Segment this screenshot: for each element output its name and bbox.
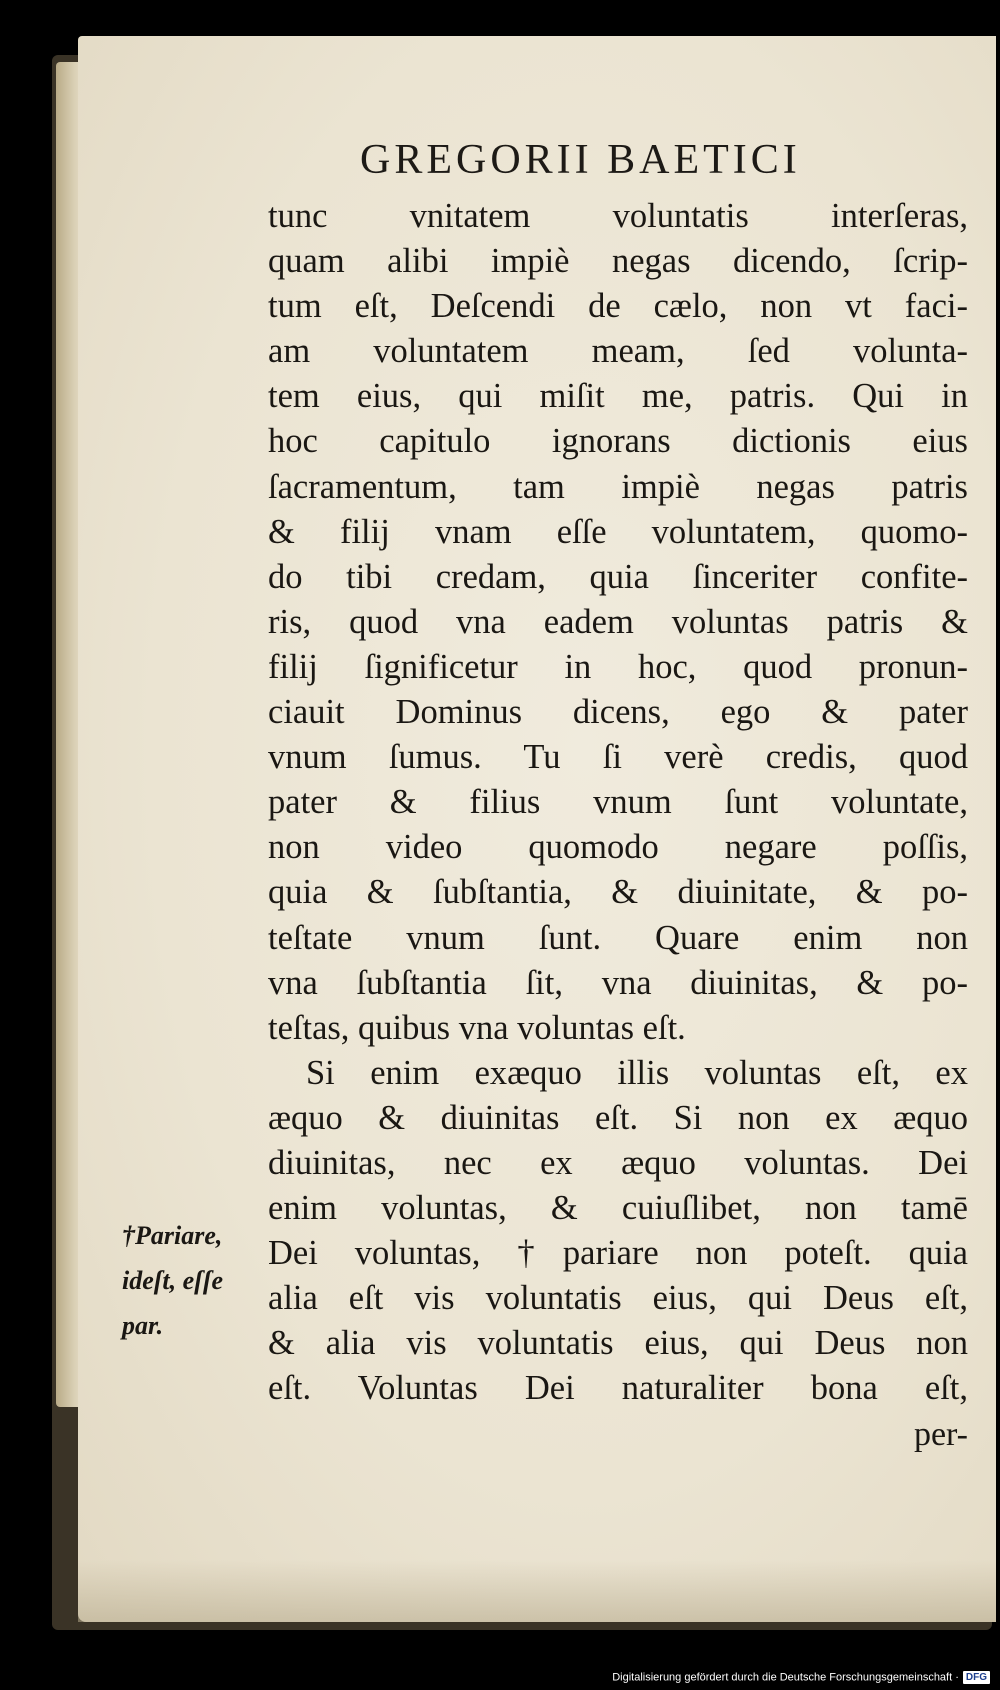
text-line: tum eſt, Deſcendi de cælo, non vt faci- [268,287,968,326]
catchword: per- [913,1415,968,1453]
text-line: æquo & diuinitas eſt. Si non ex æquo [268,1098,968,1137]
text-line: & filij vnam eſſe voluntatem, quomo- [268,512,968,551]
text-line: quia & ſubſtantia, & diuinitate, & po- [268,873,968,912]
text-line: Dei voluntas, †pariare non poteſt. quia [268,1234,968,1273]
text-line-paragraph-end: teſtas, quibus vna voluntas eſt. [268,1008,686,1047]
text-line: tem eius, qui miſit me, patris. Qui in [268,377,968,416]
marginal-note-line: ideſt, eſſe [122,1266,224,1295]
text-line: am voluntatem meam, ſed volunta- [268,332,968,371]
text-line: filij ſignificetur in hoc, quod pronun- [268,647,968,686]
page-bottom-shade [78,1560,996,1622]
marginal-note-line: †Pariare, [122,1221,223,1250]
text-line: alia eſt vis voluntatis eius, qui Deus eſt, [268,1279,968,1318]
text-line: vna ſubſtantia ſit, vna diuinitas, & po- [268,963,968,1002]
text-line: vnum ſumus. Tu ſi verè credis, quod [268,738,968,777]
text-line: quam alibi impiè negas dicendo, ſcrip- [268,242,968,281]
text-line: do tibi credam, quia ſinceriter confite- [268,557,968,596]
marginal-note-line: par. [122,1311,164,1340]
body-text [268,194,968,1457]
text-line: ſacramentum, tam impiè negas patris [268,467,968,506]
text-line: pater & filius vnum ſunt voluntate, [268,783,968,822]
dfg-logo: DFG [963,1671,990,1684]
text-line: ris, quod vna eadem voluntas patris & [268,602,968,641]
text-line: eſt. Voluntas Dei naturaliter bona eſt, [268,1369,968,1408]
text-line: hoc capitulo ignorans dictionis eius [268,422,968,461]
text-line: teſtate vnum ſunt. Quare enim non [268,918,968,957]
digitization-credit-text: Digitalisierung gefördert durch die Deutsche Forschungsgemeinschaft · [612,1671,959,1684]
text-line: diuinitas, nec ex æquo voluntas. Dei [268,1143,968,1182]
text-line: ciauit Dominus dicens, ego & pater [268,693,968,732]
text-line: & alia vis voluntatis eius, qui Deus non [268,1324,968,1363]
text-line: tunc vnitatem voluntatis interſeras, [268,197,968,235]
marginal-note [122,1213,262,1348]
text-line: enim voluntas, & cuiuſlibet, non tamē [268,1189,968,1228]
text-line: non video quomodo negare poſſis, [268,828,968,867]
digitization-credit [612,1671,990,1684]
running-head: GREGORII BAETICI [360,137,801,183]
text-line-paragraph-start: Si enim exæquo illis voluntas eſt, ex [306,1053,968,1092]
